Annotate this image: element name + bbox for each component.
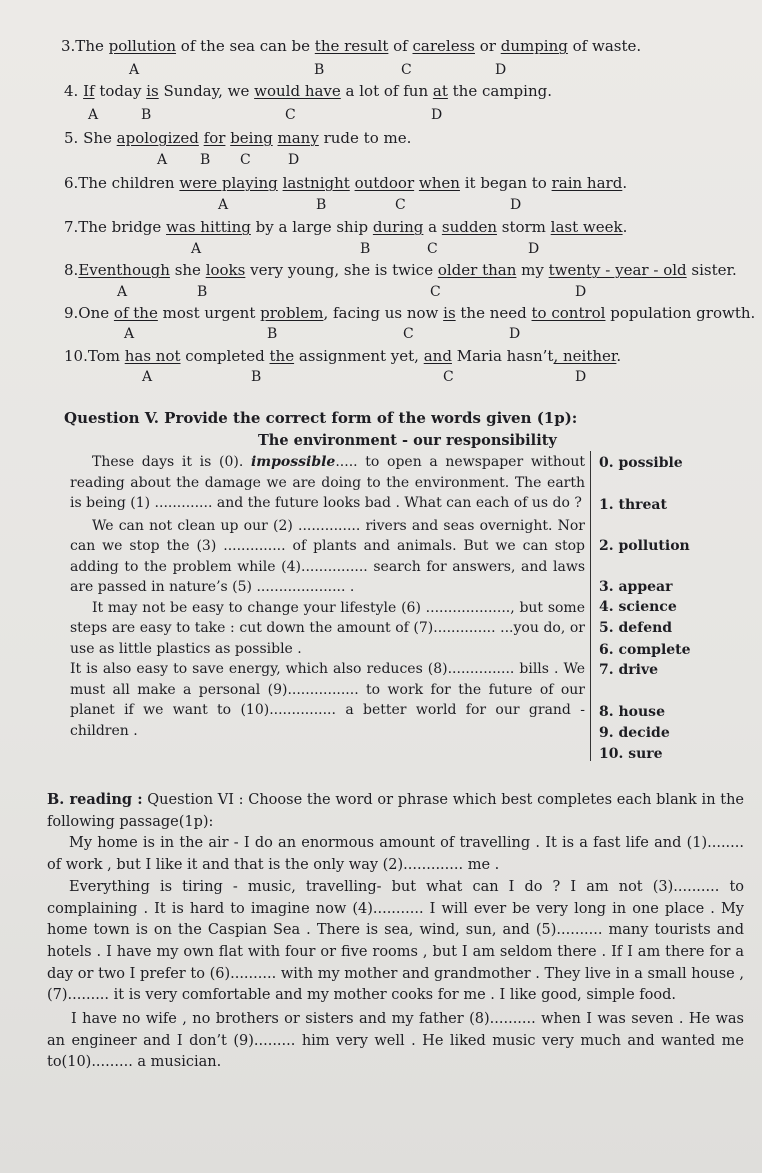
letter-b: B (267, 326, 278, 342)
passage-title: The environment - our responsibility (258, 432, 557, 449)
word-item: 1. threat (599, 497, 667, 513)
letter-d: D (495, 62, 507, 78)
letter-d: D (288, 152, 300, 168)
letter-b: B (360, 241, 371, 257)
underlined-part: lastnight (282, 174, 350, 192)
underlined-part: is (443, 304, 456, 322)
underlined-part: problem (260, 304, 324, 322)
letter-c: C (427, 241, 438, 257)
text-part: the camping. (447, 82, 552, 100)
text-part: . (616, 347, 622, 365)
underlined-part: last week (550, 218, 623, 236)
word-item: 2. pollution (599, 538, 690, 554)
underlined-part: at (432, 82, 448, 100)
letter-b: B (314, 62, 325, 78)
passage-paragraph-3: It may not be easy to change your lifestyle (6) ..................., but some steps are easy to take : cut down the amount of (7).............. ...you do, or use as little plastics as possible . (70, 599, 585, 657)
text-part: it began to (459, 174, 552, 192)
underlined-part: has not (124, 347, 181, 365)
letter-a: A (129, 62, 140, 78)
letter-a: A (142, 369, 153, 385)
underlined-part: dumping (500, 37, 568, 55)
underlined-part: the result (314, 37, 389, 55)
underlined-part: when (418, 174, 460, 192)
text-part: 6.The children (64, 174, 180, 192)
text-part: , facing us now (323, 304, 444, 322)
question-10-text (64, 347, 621, 365)
letter-d: D (575, 284, 587, 300)
letter-a: A (88, 107, 99, 123)
passage-paragraph-4: It is also easy to save energy, which also reduces (8)............... bills . We must all make a personal (9)................ to work for the future of our planet if we want to (10)............... a better world for our grand - children . (70, 661, 585, 739)
text-part: she (169, 261, 206, 279)
text-part: ..... to open a newspaper without reading about the damage we are doing to the environment. The earth is being (1) ............. and the future looks bad . What can each of us do ? (70, 454, 585, 511)
passage-paragraph-2: We can not clean up our (2) .............. rivers and seas overnight. Nor can we stop the (3) .............. of plants and animals. But we can stop adding to the problem while (4)............... search for answers, and laws are passed in nature’s (5) .................... . (70, 517, 585, 595)
text-part: population growth. (605, 304, 756, 322)
word-item: 9. decide (599, 725, 670, 741)
reading-label: B. reading : (47, 791, 143, 808)
text-part: Sunday, we (158, 82, 255, 100)
letter-c: C (403, 326, 414, 342)
letter-a: A (117, 284, 128, 300)
text-part: today (94, 82, 147, 100)
text-part: Maria hasn’t (451, 347, 554, 365)
text-part: 3.The (61, 37, 109, 55)
underlined-part: of the (113, 304, 158, 322)
letter-a: A (191, 241, 202, 257)
word-item: 10. sure (599, 746, 663, 762)
question-6-text (64, 174, 627, 192)
underlined-part: careless (412, 37, 475, 55)
letter-b: B (251, 369, 262, 385)
question-4-text (64, 82, 552, 100)
letter-c: C (401, 62, 412, 78)
underlined-part: pollution (108, 37, 177, 55)
letter-a: A (218, 197, 229, 213)
letter-c: C (430, 284, 441, 300)
reading-paragraph-3: I have no wife , no brothers or sisters and my father (8).......... when I was seven . He was an engineer and I don’t (9)......... him very well . He liked music very much and wanted me to(10)......... a musician. (47, 1011, 744, 1071)
underlined-part: apologized (116, 129, 199, 147)
letter-d: D (510, 197, 522, 213)
text-part: of waste. (567, 37, 642, 55)
word-item: 5. defend (599, 620, 673, 636)
letter-b: B (316, 197, 327, 213)
question-5-text (64, 129, 411, 147)
letter-c: C (443, 369, 454, 385)
word-item: 3. appear (599, 579, 673, 595)
text-part: 7.The bridge (64, 218, 167, 236)
underlined-part: being (230, 129, 273, 147)
underlined-part: and (423, 347, 452, 365)
text-part: . (622, 218, 628, 236)
reading-instruction: Question VI : Choose the word or phrase which best completes each blank in the following passage(1p): (47, 792, 744, 830)
reading-heading (47, 789, 744, 833)
text-part: completed (180, 347, 270, 365)
text-part: assignment yet, (294, 347, 424, 365)
underlined-part: many (277, 129, 319, 147)
word-item: 6. complete (599, 642, 691, 658)
text-part: or (474, 37, 501, 55)
letter-d: D (509, 326, 521, 342)
text-part: a lot of fun (340, 82, 433, 100)
text-part: . (622, 174, 628, 192)
underlined-part: sudden (441, 218, 497, 236)
text-part: rude to me. (318, 129, 412, 147)
underlined-part: was hitting (166, 218, 251, 236)
reading-paragraph-2: Everything is tiring - music, travelling- but what can I do ? I am not (3).......... to complaining . It is hard to imagine now (4)........... I will ever be very long in one place . My home town is on the Caspian Sea . There is sea, wind, sun, and (5).......... many tourists and hotels . I have my own flat with four or five rooms , but I am seldom there . If I am there for a day or two I prefer to (6).......... with my mother and grandmother . They live in a small house , (7)......... it is very comfortable and my mother cooks for me . I like good, simple food. (47, 878, 744, 1004)
letter-d: D (575, 369, 587, 385)
letter-b: B (197, 284, 208, 300)
letter-b: B (200, 152, 211, 168)
underlined-part: for (203, 129, 226, 147)
letter-d: D (528, 241, 540, 257)
letter-a: A (157, 152, 168, 168)
underlined-part: Eventhough (78, 261, 170, 279)
underlined-part: the (269, 347, 295, 365)
text-part: 10.Tom (64, 347, 125, 365)
question-7-text (64, 218, 627, 236)
letter-b: B (141, 107, 152, 123)
word-item: 7. drive (599, 662, 659, 678)
underlined-part: to control (531, 304, 606, 322)
question-v-heading: Question V. Provide the correct form of the words given (1p): (64, 409, 578, 427)
text-part: by a large ship (250, 218, 373, 236)
question-3-text (61, 37, 641, 55)
passage-paragraph-1 (70, 452, 585, 514)
text-part: sister. (686, 261, 737, 279)
question-9-text (64, 304, 755, 322)
example-answer: impossible (250, 454, 336, 470)
text-part: most urgent (157, 304, 261, 322)
underlined-part: during (372, 218, 424, 236)
underlined-part: older than (437, 261, 517, 279)
word-form-passage (70, 452, 585, 741)
word-item: 0. possible (599, 455, 683, 471)
reading-section (47, 789, 744, 1074)
text-part: 8. (64, 261, 79, 279)
letter-c: C (240, 152, 251, 168)
letter-c: C (285, 107, 296, 123)
text-part: 4. (64, 82, 84, 100)
text-part: a (423, 218, 442, 236)
underlined-part: twenty - year - old (548, 261, 687, 279)
text-part: very young, she is twice (245, 261, 438, 279)
text-part: 9.One (64, 304, 114, 322)
text-part: These days it is (0). (92, 454, 251, 470)
underlined-part: looks (205, 261, 246, 279)
underlined-part: If (83, 82, 95, 100)
text-part: 5. She (64, 129, 117, 147)
underlined-part: were playing (179, 174, 278, 192)
word-item: 4. science (599, 599, 677, 615)
text-part: my (516, 261, 549, 279)
letter-d: D (431, 107, 443, 123)
letter-a: A (124, 326, 135, 342)
text-part: storm (496, 218, 551, 236)
text-part: the need (455, 304, 532, 322)
underlined-part: rain hard (551, 174, 623, 192)
underlined-part: outdoor (354, 174, 415, 192)
underlined-part: is (146, 82, 159, 100)
text-part: of (388, 37, 413, 55)
word-item: 8. house (599, 704, 665, 720)
text-part: of the sea can be (176, 37, 315, 55)
question-8-text (64, 261, 737, 279)
reading-paragraph-1: My home is in the air - I do an enormous amount of travelling . It is a fast life and (1)........ of work , but I like it and that is the only way (2)............. me . (47, 835, 744, 874)
letter-c: C (395, 197, 406, 213)
column-divider (590, 451, 591, 761)
underlined-part: , neither (553, 347, 617, 365)
underlined-part: would have (254, 82, 341, 100)
